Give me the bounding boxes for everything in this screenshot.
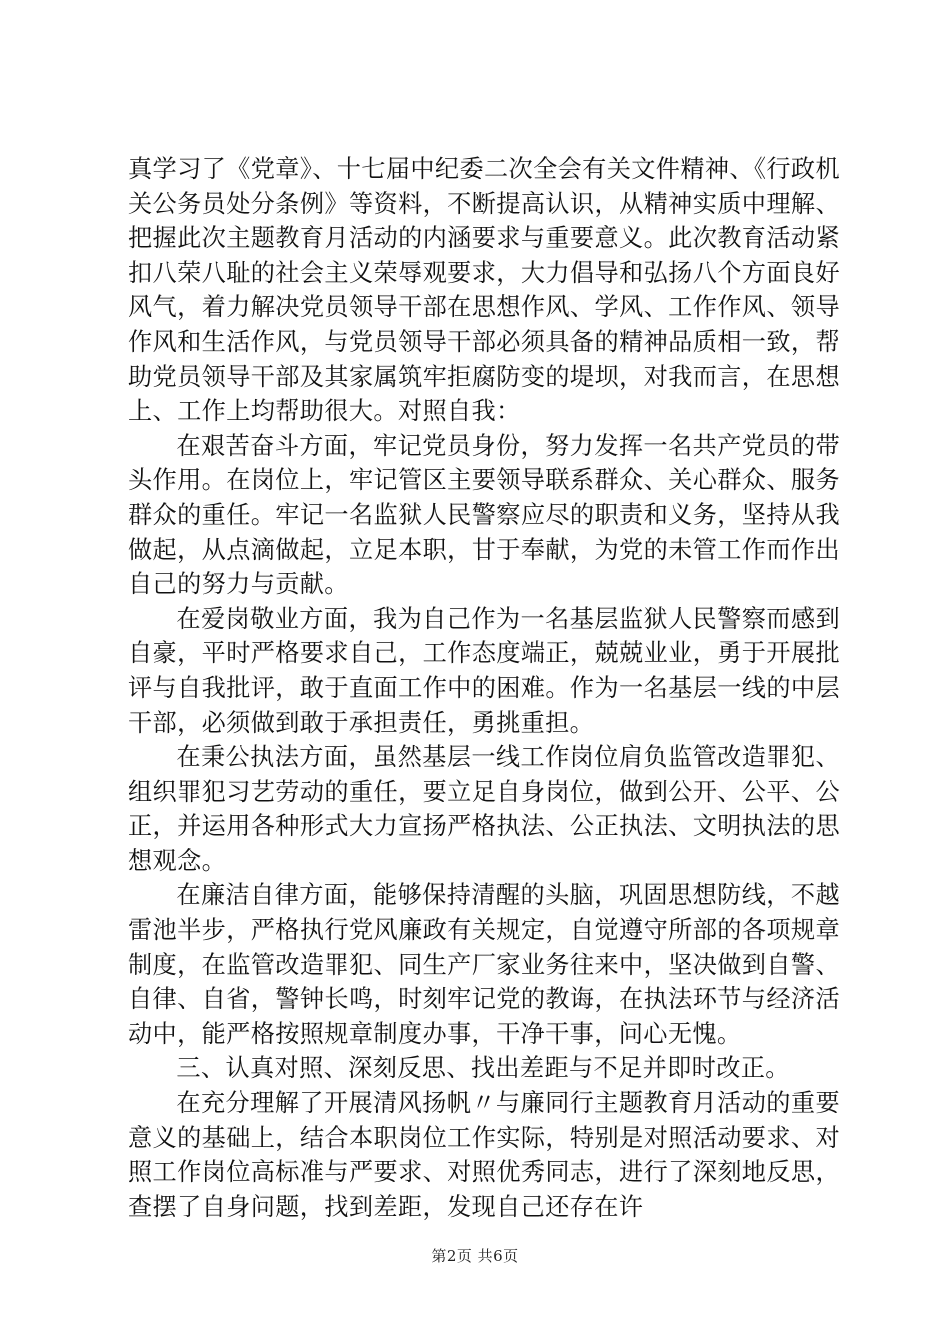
- paragraph-hard-work: 在艰苦奋斗方面，牢记党员身份，努力发挥一名共产党员的带头作用。在岗位上，牢记管区主要领导联系群众、关心群众、服务群众的重任。牢记一名监狱人民警察应尽的职责和义务，坚持从我做起，从点滴做起，立足本职，甘于奉献，为党的未管工作而作出自己的努力与贡献。: [128, 431, 840, 599]
- paragraph-dedication: 在爱岗敬业方面，我为自己作为一名基层监狱人民警察而感到自豪，平时严格要求自己，工作态度端正，兢兢业业，勇于开展批评与自我批评，敢于直面工作中的困难。作为一名基层一线的中层干部，必须做到敢于承担责任，勇挑重担。: [128, 604, 840, 737]
- paragraph-fair-enforcement: 在秉公执法方面，虽然基层一线工作岗位肩负监管改造罪犯、组织罪犯习艺劳动的重任，要立足自身岗位，做到公开、公平、公正，并运用各种形式大力宣扬严格执法、公正执法、文明执法的思想观念。: [128, 743, 840, 875]
- document-body: [128, 152, 840, 1224]
- section-heading-three: 三、认真对照、深刻反思、找出差距与不足并即时改正。: [176, 1054, 790, 1083]
- paragraph-reflection: 在充分理解了开展清风扬帆〃与廉同行主题教育月活动的重要意义的基础上，结合本职岗位工作实际，特别是对照活动要求、对照工作岗位高标准与严要求、对照优秀同志，进行了深刻地反思，查摆了自身问题，找到差距，发现自己还存在许: [128, 1089, 840, 1221]
- paragraph-continued: 真学习了《党章》、十七届中纪委二次全会有关文件精神、《行政机关公务员处分条例》等资料，不断提高认识，从精神实质中理解、把握此次主题教育月活动的内涵要求与重要意义。此次教育活动紧扣八荣八耻的社会主义荣辱观要求，大力倡导和弘扬八个方面良好风气，着力解决党员领导干部在思想作风、学风、工作作风、领导作风和生活作风，与党员领导干部必须具备的精神品质相一致，帮助党员领导干部及其家属筑牢拒腐防变的堤坝，对我而言，在思想上、工作上均帮助很大。对照自我：: [128, 155, 840, 426]
- paragraph-integrity: 在廉洁自律方面，能够保持清醒的头脑，巩固思想防线，不越雷池半步，严格执行党风廉政有关规定，自觉遵守所部的各项规章制度，在监管改造罪犯、同生产厂家业务往来中，坚决做到自警、自律、自省，警钟长鸣，时刻牢记党的教诲，在执法环节与经济活动中，能严格按照规章制度办事，干净干事，问心无愧。: [128, 881, 840, 1048]
- page-number-footer: 第2页 共6页: [431, 1247, 519, 1265]
